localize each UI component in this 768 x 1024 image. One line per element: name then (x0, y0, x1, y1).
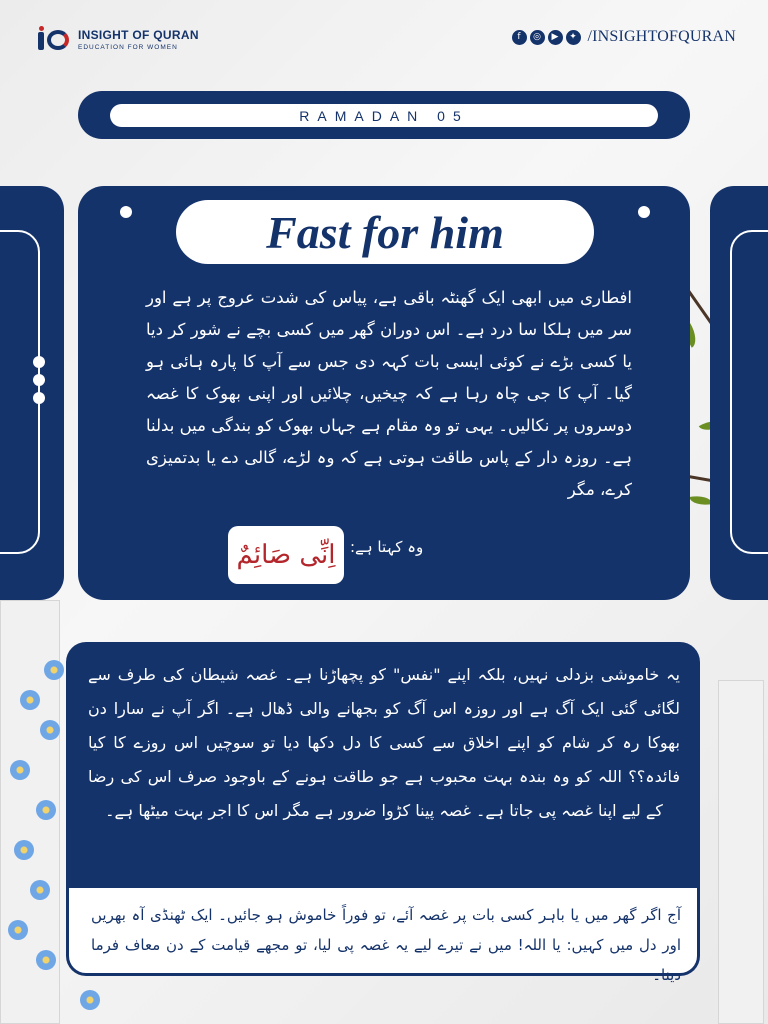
flower-decoration (20, 690, 40, 710)
side-card-left (0, 186, 64, 600)
arabic-phrase: اِنِّی صَائِمٌ (236, 540, 336, 570)
side-card-right (710, 186, 768, 600)
fence-post-right (718, 680, 764, 1024)
lower-card (66, 642, 700, 984)
flower-decoration (44, 660, 64, 680)
side-dot (33, 356, 45, 368)
twitter-icon[interactable]: ✦ (566, 30, 581, 45)
card-dot (638, 206, 650, 218)
flower-decoration (8, 920, 28, 940)
brand-tagline: EDUCATION FOR WOMEN (78, 43, 178, 51)
facebook-icon[interactable]: f (512, 30, 527, 45)
lower-card-body (66, 642, 700, 888)
arabic-phrase-box (228, 526, 344, 584)
flower-decoration (36, 950, 56, 970)
main-paragraph: افطاری میں ابھی ایک گھنٹہ باقی ہے، پیاس کی شدت عروج پر ہے اور سر میں ہلکا سا درد ہے۔ اس دوران گھر میں کسی بچے نے شور کر دیا یا کسی بڑے نے کوئی ایسی بات کہہ دی جس سے آپ کا پارہ ہائی ہو گیا۔ آپ کا جی چاہ رہا ہے کہ چیخیں، چلائیں اور اپنی بھوک کا غصہ دوسروں پر نکالیں۔ یہی تو وہ مقام ہے جہاں بھوک کو بندگی میں بدلنا ہے۔ روزہ دار کے پاس طاقت ہوتی ہے کہ وہ لڑے، گالی دے یا بدتمیزی کرے، مگر (146, 288, 632, 499)
closing-text: وہ کہتا ہے: (350, 538, 424, 556)
series-pill (110, 104, 658, 127)
brand-name: INSIGHT OF QURAN (78, 27, 199, 42)
flower-decoration (10, 760, 30, 780)
youtube-icon[interactable]: ▶ (548, 30, 563, 45)
side-dot (33, 392, 45, 404)
series-banner (78, 91, 690, 139)
title-pill (176, 200, 594, 264)
logo-icon (38, 26, 70, 52)
lower-paragraph: یہ خاموشی بزدلی نہیں، بلکہ اپنے "نفس" کو پچھاڑنا ہے۔ غصہ شیطان کی طرف سے لگائی گئی ایک آگ ہے اور روزہ اس آگ کو بجھانے والی ڈھال ہے۔ اگر آپ نے سارا دن بھوکا رہ کر شام کو اپنے اخلاق سے کسی کا دل دکھا دیا تو سوچیں اس روزے کا کیا فائدہ؟؟ اللہ کو وہ بندہ بہت محبوب ہے جو طاقت ہونے کے باوجود صرف اس کی رضا کے لیے اپنا غصہ پی جاتا ہے۔ غصہ پینا کڑوا ضرور ہے مگر اس کا اجر بہت میٹھا ہے۔ (88, 665, 680, 820)
action-text: آج اگر گھر میں یا باہر کسی بات پر غصہ آئے، تو فوراً خاموش ہو جائیں۔ ایک ٹھنڈی آہ بھریں اور دل میں کہیں: یا اللہ! میں نے تیرے لیے یہ غصہ پی لیا، تو مجھے قیامت کے دن معاف فرما دینا۔ (91, 906, 681, 984)
card-dot (120, 206, 132, 218)
social-handle[interactable]: /INSIGHTOFQURAN (587, 28, 736, 45)
flower-decoration (80, 990, 100, 1010)
flower-decoration (14, 840, 34, 860)
action-strip (66, 888, 700, 984)
flower-decoration (30, 880, 50, 900)
instagram-icon[interactable]: ◎ (530, 30, 545, 45)
brand-logo (38, 26, 199, 52)
social-links (512, 28, 737, 46)
flower-decoration (40, 720, 60, 740)
flower-decoration (36, 800, 56, 820)
main-card (78, 186, 690, 600)
page-title: Fast for him (266, 206, 504, 258)
side-dot (33, 374, 45, 386)
side-card-frame (730, 230, 768, 554)
series-label: RAMADAN 05 (299, 107, 469, 124)
side-card-frame (0, 230, 40, 554)
